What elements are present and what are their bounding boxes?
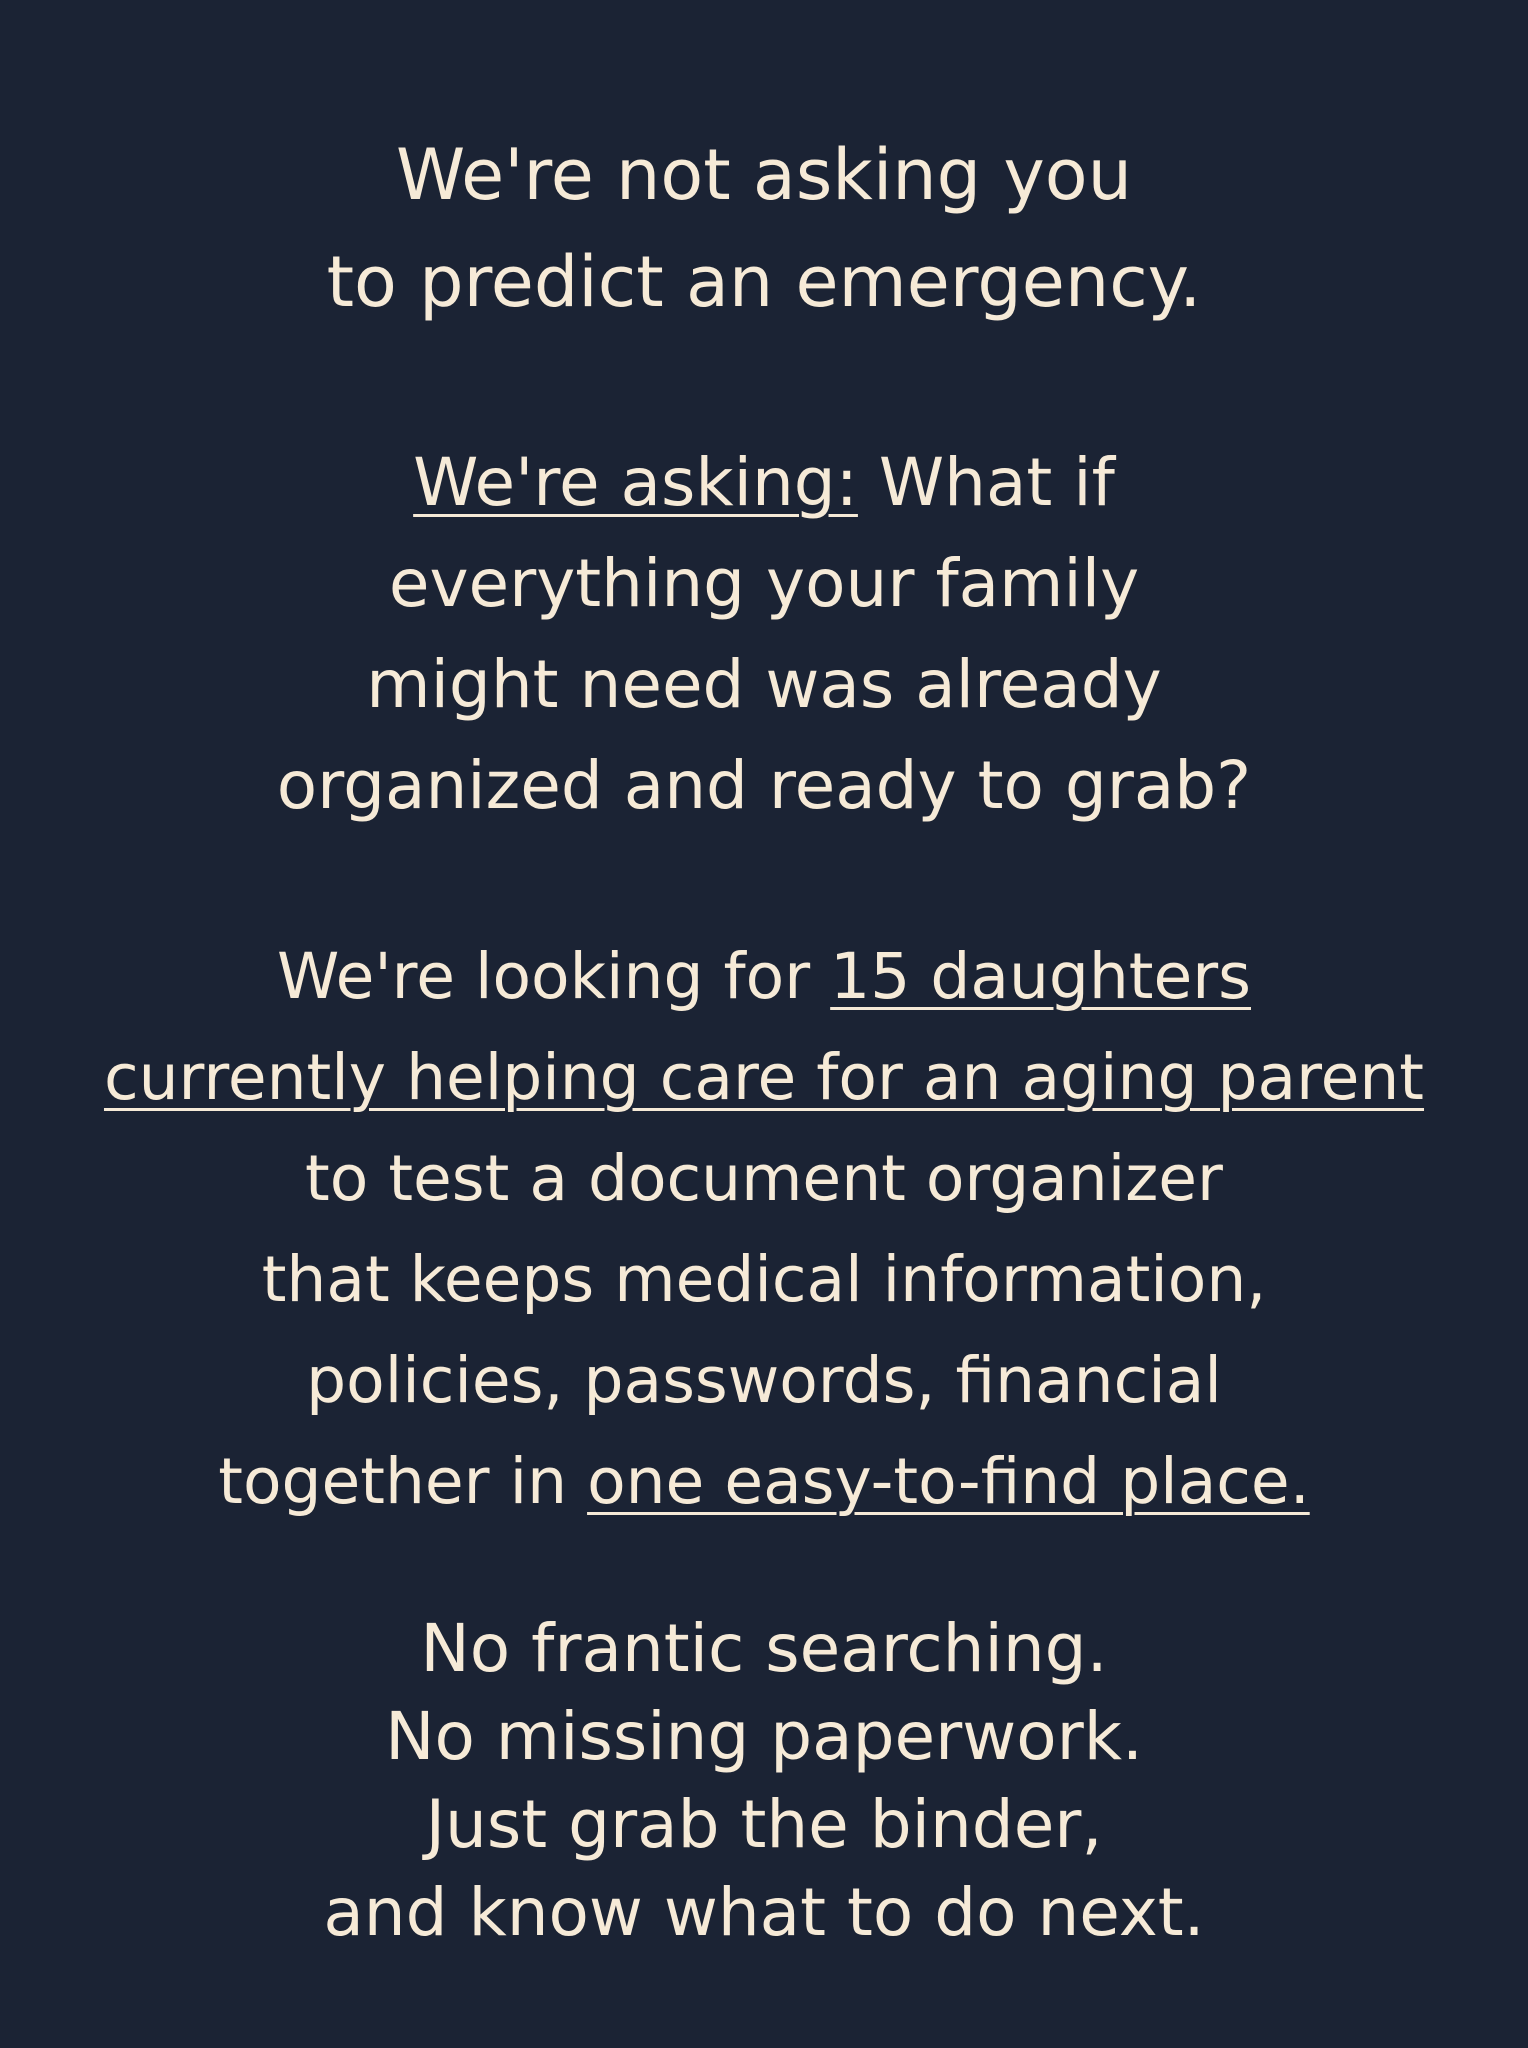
closing-line-3: Just grab the binder, [425,1786,1103,1863]
recruit-count-underlined: 15 daughters [830,940,1251,1013]
recruit-block [0,926,1528,1532]
closing-line-2: No missing paperwork. [385,1698,1143,1775]
closing-block [0,1605,1528,1957]
closing-line-1: No frantic searching. [420,1610,1108,1687]
recruit-line-3: to test a document organizer [305,1142,1223,1215]
question-lead-underlined: We're asking: [413,444,858,521]
question-line-3: might need was already [366,646,1162,723]
question-line-1 [0,432,1528,533]
question-line-1-rest: What if [857,444,1115,521]
recruit-audience-underlined: currently helping care for an aging parent [103,1041,1425,1114]
recruit-line-6 [0,1431,1528,1532]
question-line-2: everything your family [388,545,1140,622]
recruit-line-1-plain: We're looking for [277,940,831,1013]
intro-line-1: We're not asking you [396,134,1132,216]
closing-line-4: and know what to do next. [323,1874,1205,1951]
question-block [0,432,1528,836]
recruit-line-6-plain: together in [218,1445,588,1518]
intro-block [0,122,1528,336]
recruit-line-1 [0,926,1528,1027]
recruit-line-5: policies, passwords, financial [306,1344,1222,1417]
question-line-4: organized and ready to grab? [276,747,1252,824]
recruit-place-underlined: one easy-to-find place. [587,1445,1310,1518]
intro-line-2: to predict an emergency. [326,241,1202,323]
recruit-line-2 [0,1027,1528,1128]
recruit-line-4: that keeps medical information, [261,1243,1267,1316]
